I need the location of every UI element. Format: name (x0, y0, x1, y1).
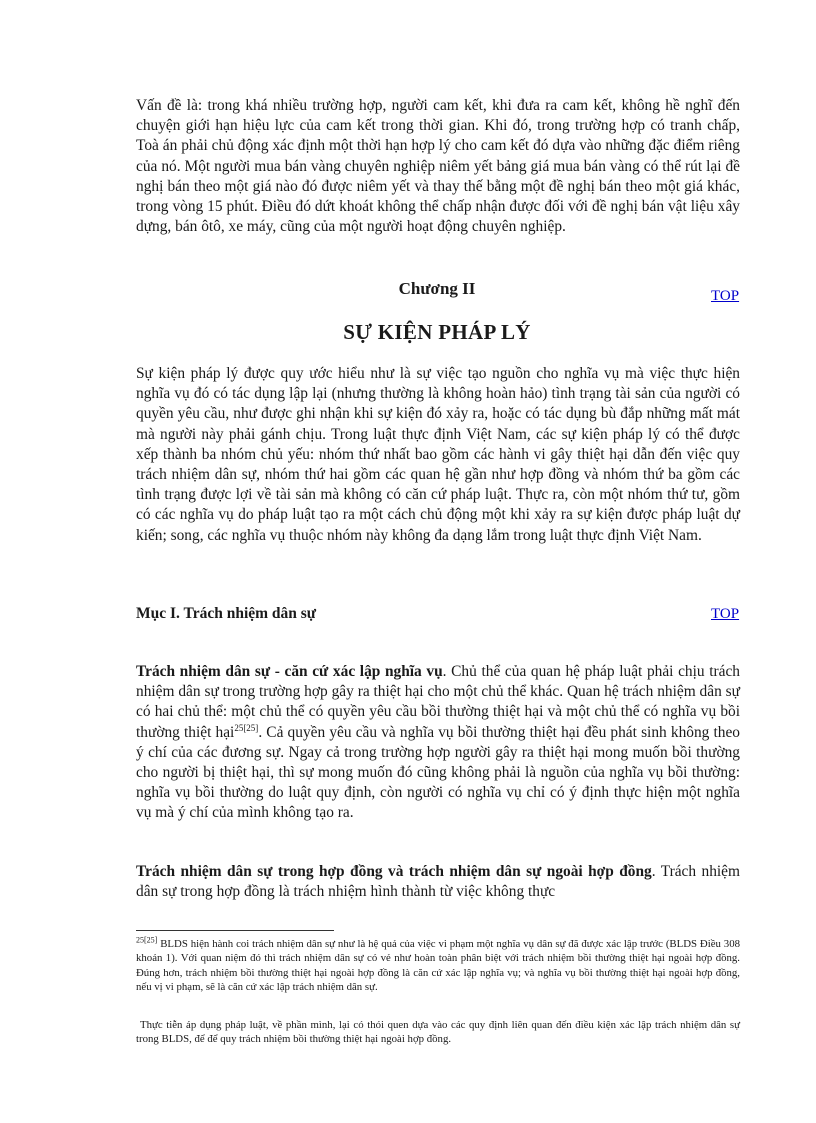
top-link-section[interactable]: TOP (711, 606, 740, 622)
footnote-25 (136, 937, 740, 995)
footnote-25-continued: Thực tiễn áp dụng pháp luật, về phần mình, lại có thói quen dựa vào các quy định liên quan đến điều kiện xác lập trách nhiệm dân sự trong BLDS, để để quy trách nhiệm bồi thường thiệt hại ngoài hợp đồng. (136, 1019, 740, 1046)
section-heading: Mục I. Trách nhiệm dân sự (136, 605, 317, 622)
basis-text-before-note: . Chủ thể của quan hệ pháp luật phải chịu trách nhiệm dân sự trong trường hợp gây ra thiệt hại cho một chủ thể khác. Quan hệ trách nhiệm dân sự có hai chủ thể: một chủ thể có quyền yêu cầu bồi thường thiệt hại và một chủ thể có nghĩa vụ bồi thường thiệt hại (136, 663, 740, 741)
footnote-text-1: BLDS hiện hành coi trách nhiệm dân sự như là hệ quả của việc vi phạm một nghĩa vụ dân sự đã được xác lập trước (BLDS Điều 308 khoản 1). Với quan niệm đó thì trách nhiệm dân sự có vẻ như hoàn toàn phân biệt với trách nhiệm bồi thường thiệt hại ngoài hợp đồng. Đúng hơn, trách nhiệm bồi thường thiệt hại ngoài hợp đồng là căn cứ xác lập nghĩa vụ; và nghĩa vụ bồi thường thiệt hại ngoài hợp đồng, nếu vị vi phạm, sẽ là căn cứ xác lập trách nhiệm dân sự. (136, 938, 740, 994)
chapter-intro-paragraph: Sự kiện pháp lý được quy ước hiểu như là sự việc tạo nguồn cho nghĩa vụ mà việc thực hiện nghĩa vụ đó có tác dụng lập lại (nhưng thường là không hoàn hảo) tình trạng tài sản của người có quyền yêu cầu, như được ghi nhận khi sự kiện đó xảy ra, hoặc có tác dụng bù đắp những mất mát mà người này phải gánh chịu. Trong luật thực định Việt Nam, các sự kiện pháp lý có thể được xếp thành ba nhóm chủ yếu: nhóm thứ nhất bao gồm các hành vi gây thiệt hại dẫn đến việc quy trách nhiệm dân sự, nhóm thứ hai gồm các quan hệ gần như hợp đồng và nhóm thứ ba gồm các tình trạng được lợi về tài sản mà không có căn cứ pháp luật. Thực ra, còn một nhóm thứ tư, gồm có các nghĩa vụ do pháp luật tạo ra một cách chủ động một khi xảy ra sự kiện được pháp luật dự kiến; song, các nghĩa vụ thuộc nhóm này không đa dạng lắm trong luật thực định Việt Nam. (136, 365, 740, 544)
contract-lead: Trách nhiệm dân sự trong hợp đồng và trách nhiệm dân sự ngoài hợp đồng (136, 863, 652, 880)
contract-paragraph (136, 862, 740, 902)
basis-paragraph (136, 662, 740, 824)
top-link-chapter[interactable]: TOP (711, 288, 740, 304)
chapter-label: Chương II (398, 279, 476, 298)
contract-text: . Trách nhiệm dân sự trong hợp đồng là trách nhiệm hình thành từ việc không thực (136, 863, 740, 901)
footnote-mark: 25[25] (136, 935, 158, 945)
footnote-reference[interactable]: 25[25] (234, 722, 259, 733)
basis-lead: Trách nhiệm dân sự - căn cứ xác lập nghĩa vụ (136, 663, 443, 680)
footnote-divider (136, 930, 334, 931)
basis-text-after-note: . Cả quyền yêu cầu và nghĩa vụ bồi thường thiệt hại đều phát sinh không theo ý chí của các đương sự. Ngay cả trong trường hợp người gây ra thiệt hại mong muốn bồi thường cho người bị thiệt hại, thì sự mong muốn đó cũng không phải là nguồn của nghĩa vụ bồi thường: nghĩa vụ bồi thường do luật quy định, còn người có nghĩa vụ chỉ có ý định thực hiện một nghĩa vụ mà ý chí của mình không tạo ra. (136, 723, 740, 822)
intro-paragraph: Vấn đề là: trong khá nhiều trường hợp, người cam kết, khi đưa ra cam kết, không hề nghĩ đến chuyện giới hạn hiệu lực của cam kết trong thời gian. Khi đó, trong trường hợp có tranh chấp, Toà án phải chủ động xác định một thời hạn hợp lý cho cam kết đó dựa vào những đặc điểm riêng của nó. Một người mua bán vàng chuyên nghiệp niêm yết bảng giá mua bán vàng có thể rút lại đề nghị bán theo một giá nào đó được niêm yết và thay thế bằng một đề nghị bán theo một giá khác, trong vòng 15 phút. Điều đó dứt khoát không thể chấp nhận được đối với đề nghị bán vật liệu xây dựng, bán ôtô, xe máy, cũng của một người hoạt động chuyên nghiệp. (136, 97, 740, 236)
chapter-title: SỰ KIỆN PHÁP LÝ (343, 320, 531, 344)
